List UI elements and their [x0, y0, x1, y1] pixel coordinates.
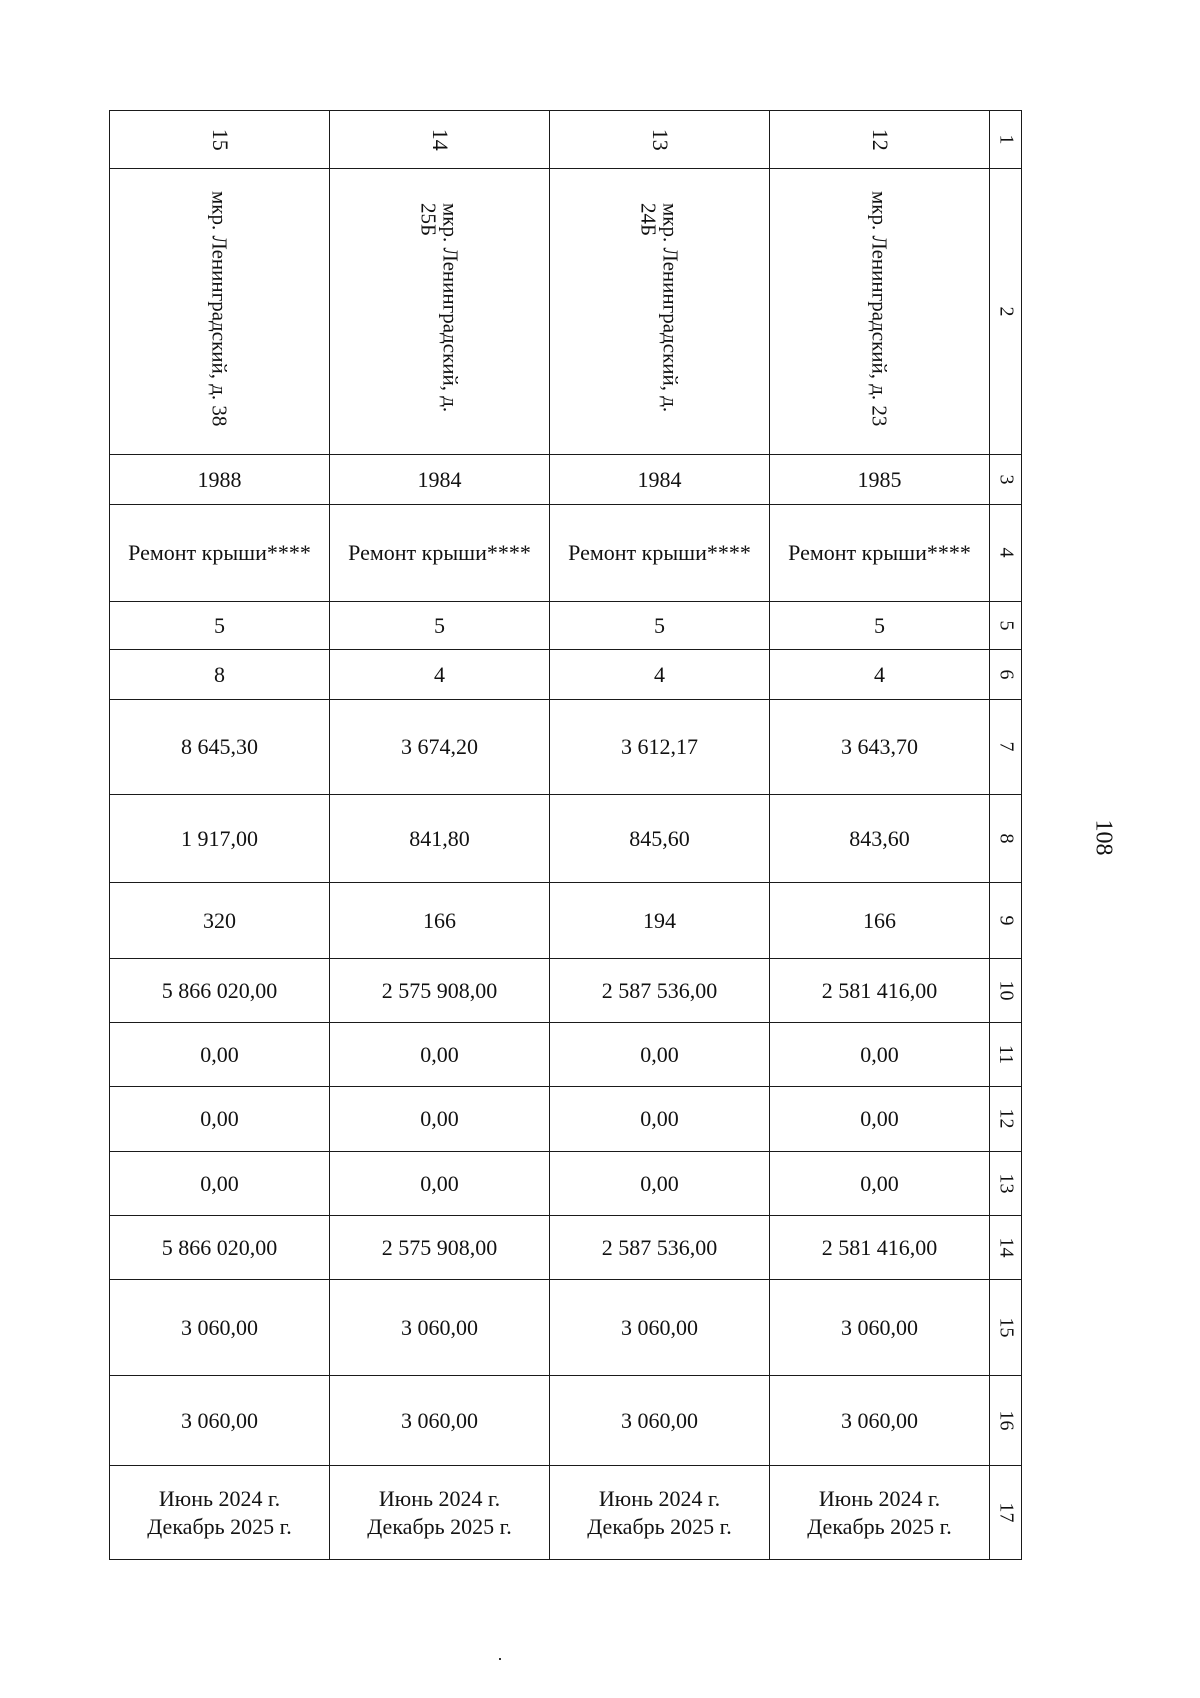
period-start: Июнь 2024 г. [378, 1486, 501, 1512]
repair-schedule-table [109, 110, 1022, 1560]
value-cell: 5 [110, 601, 330, 649]
row-col-8 [110, 794, 1022, 882]
value-cell: 8 645,30 [110, 700, 330, 795]
value-cell: 2 581 416,00 [770, 958, 990, 1022]
column-index: 6 [990, 649, 1022, 699]
year-cell: 1984 [550, 454, 770, 504]
year-cell: 1984 [330, 454, 550, 504]
value-cell: 1 917,00 [110, 794, 330, 882]
value-cell: 2 575 908,00 [330, 958, 550, 1022]
value-cell: 4 [330, 649, 550, 699]
scan-speck [499, 1658, 501, 1660]
column-index: 11 [990, 1022, 1022, 1086]
value-cell: 3 643,70 [770, 700, 990, 795]
column-index: 4 [990, 505, 1022, 602]
value-cell: 0,00 [770, 1022, 990, 1086]
value-cell: 841,80 [330, 794, 550, 882]
row-col-11 [110, 1022, 1022, 1086]
value-cell: 166 [330, 883, 550, 958]
period-start: Июнь 2024 г. [818, 1486, 941, 1512]
item-number: 12 [770, 111, 990, 169]
value-cell: 0,00 [330, 1151, 550, 1215]
period-start: Июнь 2024 г. [598, 1486, 721, 1512]
period-start: Июнь 2024 г. [158, 1486, 281, 1512]
value-cell: 0,00 [550, 1151, 770, 1215]
column-index: 2 [990, 169, 1022, 455]
column-index: 14 [990, 1215, 1022, 1279]
value-cell: 8 [110, 649, 330, 699]
period-end: Декабрь 2025 г. [367, 1513, 512, 1539]
year-cell: 1985 [770, 454, 990, 504]
value-cell: 0,00 [330, 1087, 550, 1151]
column-index: 17 [990, 1466, 1022, 1560]
address-cell: мкр. Ленинградский, д. 38 [110, 169, 330, 455]
row-col-13 [110, 1151, 1022, 1215]
value-cell: 2 587 536,00 [550, 1215, 770, 1279]
value-cell: 0,00 [110, 1151, 330, 1215]
row-col-2 [110, 169, 1022, 455]
address-cell: мкр. Ленинградский, д. 25Б [330, 169, 550, 455]
row-col-10 [110, 958, 1022, 1022]
value-cell: 2 587 536,00 [550, 958, 770, 1022]
value-cell: 166 [770, 883, 990, 958]
row-col-15 [110, 1280, 1022, 1376]
column-index: 5 [990, 601, 1022, 649]
value-cell: 5 [550, 601, 770, 649]
period-cell [550, 1466, 770, 1560]
value-cell: 843,60 [770, 794, 990, 882]
address-cell: мкр. Ленинградский, д. 23 [770, 169, 990, 455]
value-cell: 0,00 [770, 1087, 990, 1151]
row-col-4 [110, 505, 1022, 602]
value-cell: 0,00 [330, 1022, 550, 1086]
item-number: 15 [110, 111, 330, 169]
value-cell: 0,00 [550, 1087, 770, 1151]
row-col-16 [110, 1375, 1022, 1465]
column-index: 15 [990, 1280, 1022, 1376]
period-cell [110, 1466, 330, 1560]
row-col-1 [110, 111, 1022, 169]
period-end: Декабрь 2025 г. [147, 1513, 292, 1539]
value-cell: 5 866 020,00 [110, 1215, 330, 1279]
value-cell: 3 060,00 [110, 1375, 330, 1465]
value-cell: 845,60 [550, 794, 770, 882]
value-cell: 3 612,17 [550, 700, 770, 795]
column-index: 13 [990, 1151, 1022, 1215]
value-cell: 5 [330, 601, 550, 649]
page-number: 108 [1090, 819, 1117, 856]
value-cell: 3 060,00 [110, 1280, 330, 1376]
period-end: Декабрь 2025 г. [587, 1513, 732, 1539]
column-index: 3 [990, 454, 1022, 504]
row-col-3 [110, 454, 1022, 504]
value-cell: 3 060,00 [550, 1375, 770, 1465]
value-cell: 0,00 [550, 1022, 770, 1086]
row-col-12 [110, 1087, 1022, 1151]
value-cell: 3 060,00 [770, 1375, 990, 1465]
value-cell: 2 581 416,00 [770, 1215, 990, 1279]
value-cell: 320 [110, 883, 330, 958]
column-index: 1 [990, 111, 1022, 169]
period-end: Декабрь 2025 г. [807, 1513, 952, 1539]
year-cell: 1988 [110, 454, 330, 504]
value-cell: 5 866 020,00 [110, 958, 330, 1022]
row-col-17 [110, 1466, 1022, 1560]
work-type-cell: Ремонт крыши**** [330, 505, 550, 602]
row-col-5 [110, 601, 1022, 649]
value-cell: 4 [550, 649, 770, 699]
row-col-6 [110, 649, 1022, 699]
row-col-14 [110, 1215, 1022, 1279]
column-index: 12 [990, 1087, 1022, 1151]
value-cell: 4 [770, 649, 990, 699]
column-index: 16 [990, 1375, 1022, 1465]
work-type-cell: Ремонт крыши**** [770, 505, 990, 602]
column-index: 8 [990, 794, 1022, 882]
address-cell: мкр. Ленинградский, д. 24Б [550, 169, 770, 455]
item-number: 13 [550, 111, 770, 169]
value-cell: 3 060,00 [550, 1280, 770, 1376]
value-cell: 0,00 [110, 1087, 330, 1151]
period-cell [770, 1466, 990, 1560]
value-cell: 3 060,00 [330, 1375, 550, 1465]
value-cell: 2 575 908,00 [330, 1215, 550, 1279]
work-type-cell: Ремонт крыши**** [550, 505, 770, 602]
value-cell: 5 [770, 601, 990, 649]
row-col-7 [110, 700, 1022, 795]
value-cell: 3 060,00 [770, 1280, 990, 1376]
value-cell: 0,00 [110, 1022, 330, 1086]
column-index: 9 [990, 883, 1022, 958]
value-cell: 0,00 [770, 1151, 990, 1215]
column-index: 7 [990, 700, 1022, 795]
value-cell: 194 [550, 883, 770, 958]
value-cell: 3 674,20 [330, 700, 550, 795]
period-cell [330, 1466, 550, 1560]
item-number: 14 [330, 111, 550, 169]
work-type-cell: Ремонт крыши**** [110, 505, 330, 602]
row-col-9 [110, 883, 1022, 958]
value-cell: 3 060,00 [330, 1280, 550, 1376]
column-index: 10 [990, 958, 1022, 1022]
